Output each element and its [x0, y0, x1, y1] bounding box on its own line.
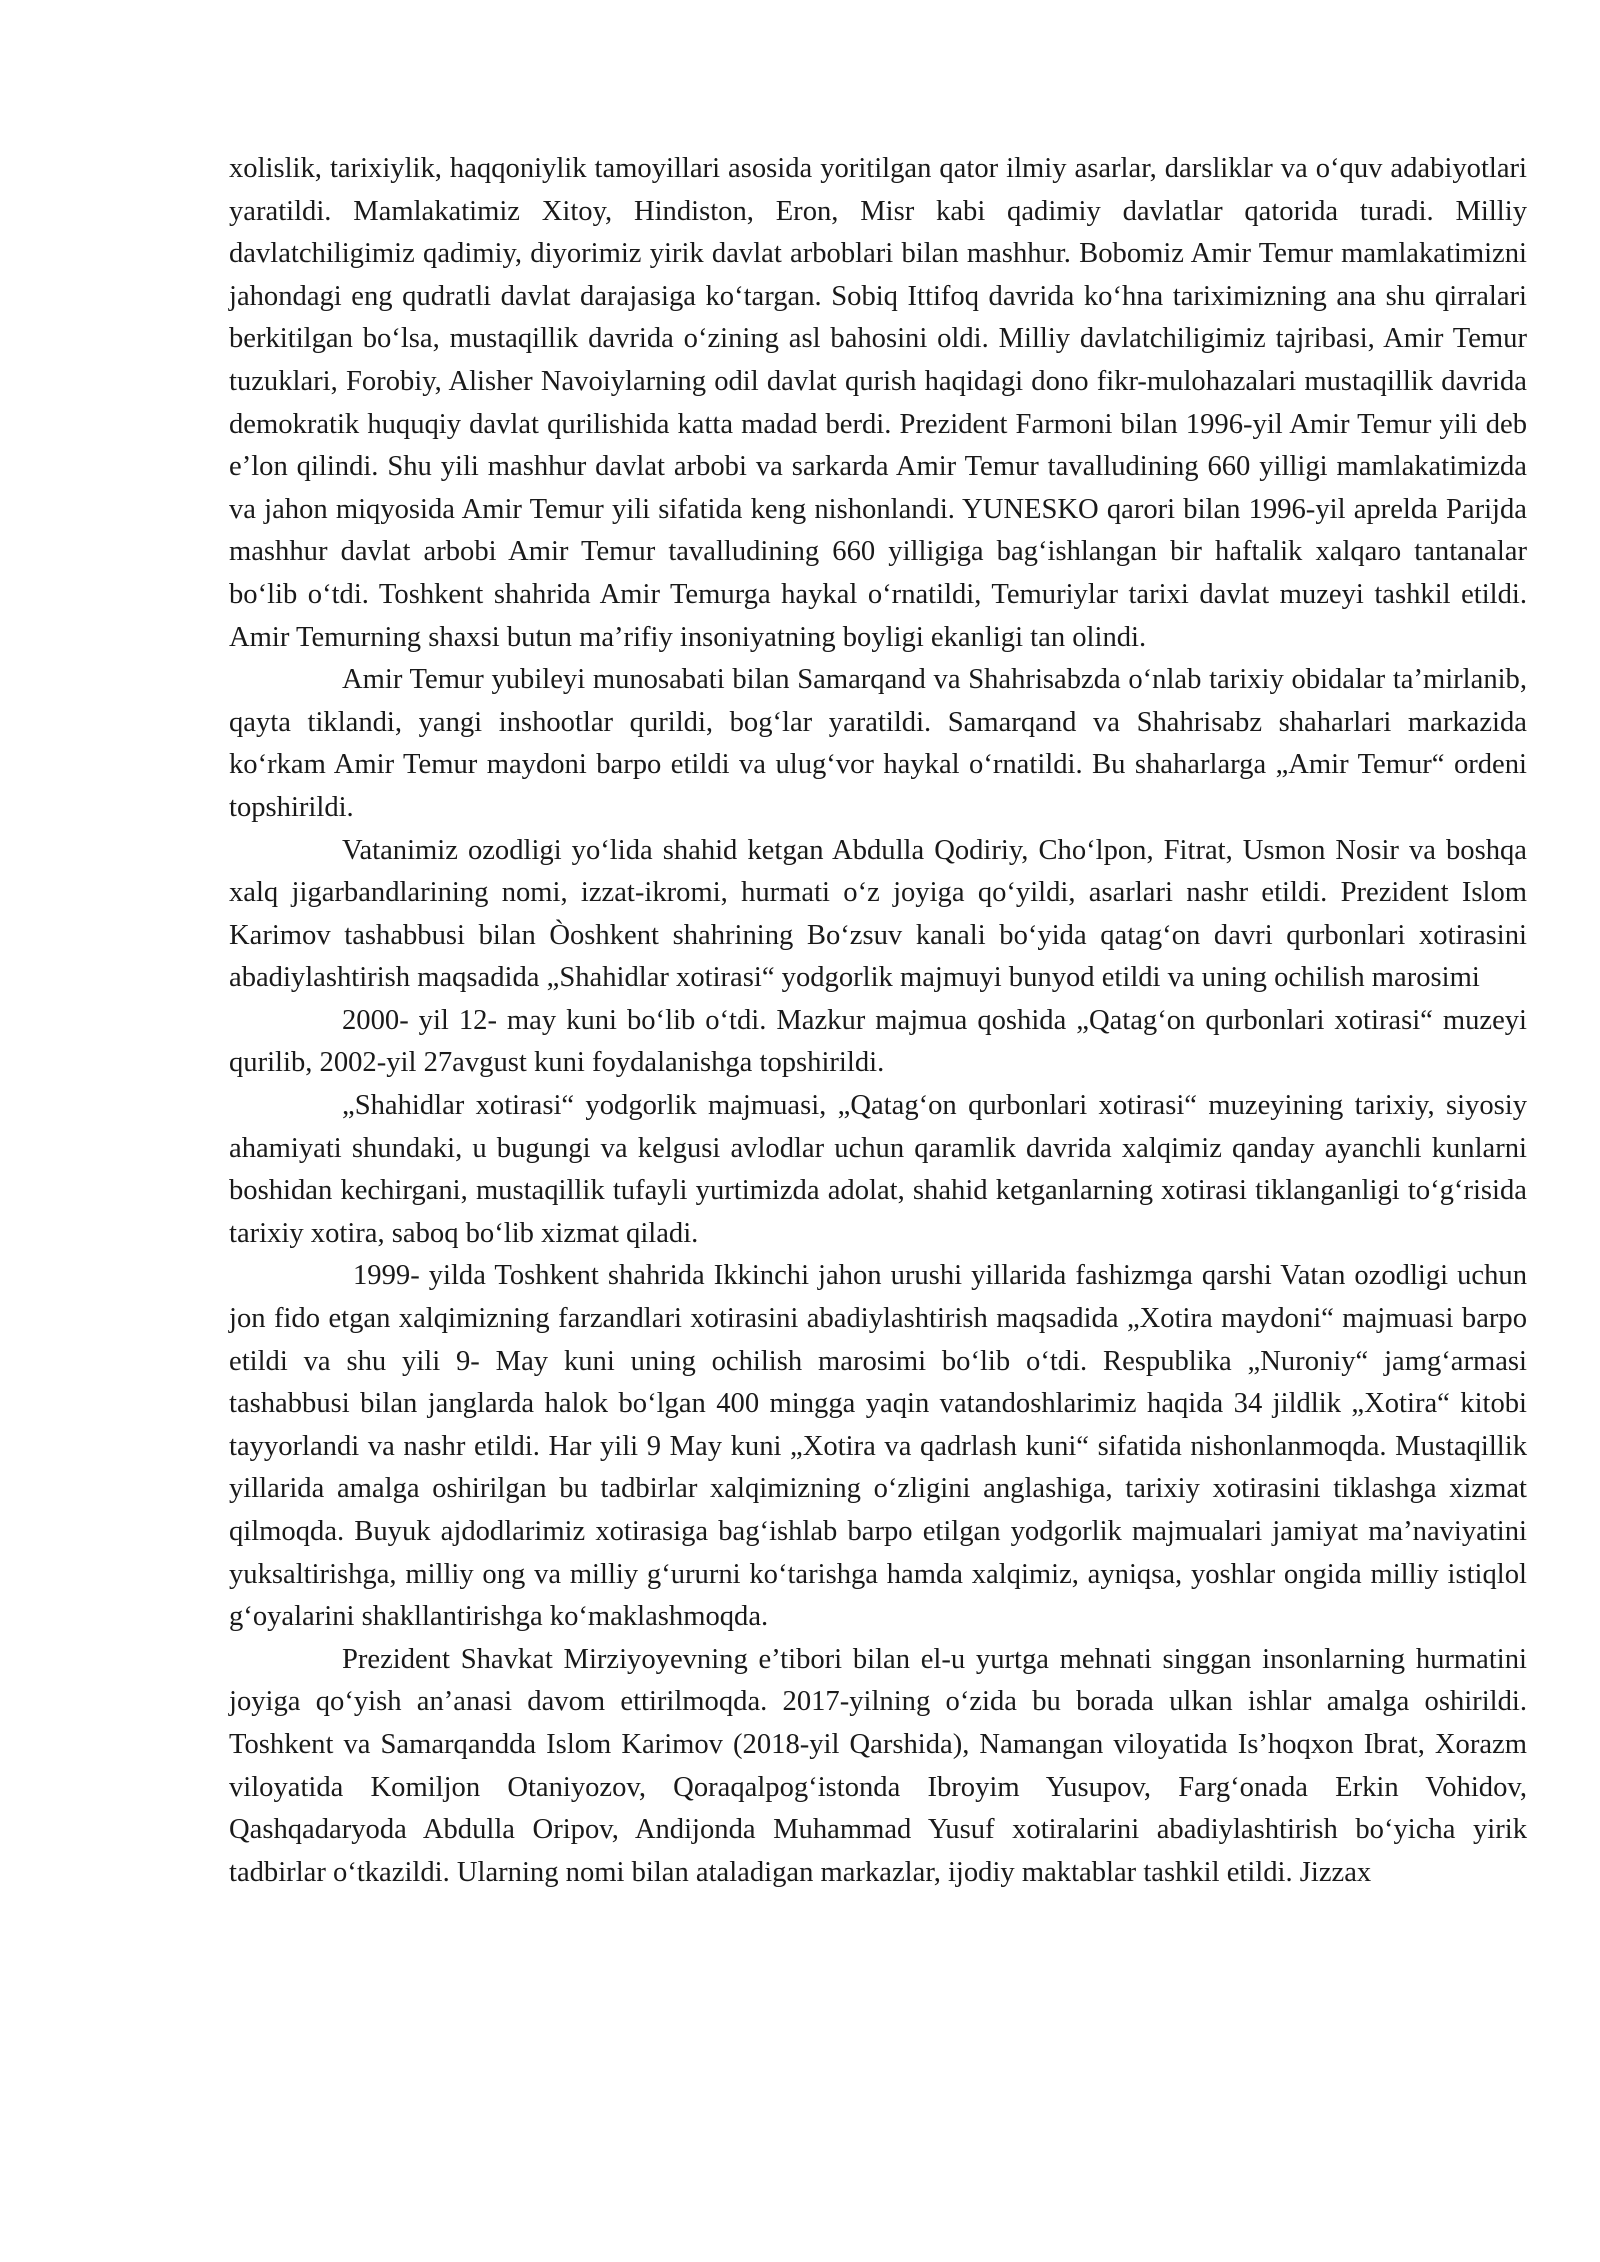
paragraph: 2000- yil 12- may kuni bo‘lib o‘tdi. Mazkur majmua qoshida „Qatag‘on qurbonlari xotirasi“ muzeyi qurilib, 2002-yil 27avgust kuni foydalanishga topshirildi.	[229, 1004, 1527, 1079]
paragraph: xolislik, tarixiylik, haqqoniylik tamoyillari asosida yoritilgan qator ilmiy asarlar, darsliklar va o‘quv adabiyotlari yaratildi. Mamlakatimiz Xitoy, Hindiston, Eron, Misr kabi qadimiy davlatlar qatorida turadi. Milliy davlatchiligimiz qadimiy, diyorimiz yirik davlat arboblari bilan mashhur. Bobomiz Amir Temur mamlakatimizni jahondagi eng qudratli davlat darajasiga ko‘targan. Sobiq Ittifoq davrida ko‘hna tariximizning ana shu qirralari berkitilgan bo‘lsa, mustaqillik davrida o‘zining asl bahosini oldi. Milliy davlatchiligimiz tajribasi, Amir Temur tuzuklari, Forobiy, Alisher Navoiylarning odil davlat qurish haqidagi dono fikr-mulohazalari mustaqillik davrida demokratik huquqiy davlat qurilishida katta madad berdi. Prezident Farmoni bilan 1996-yil Amir Temur yili deb e’lon qilindi. Shu yili mashhur davlat arbobi va sarkarda Amir Temur tavalludining 660 yilligi mamlakatimizda va jahon miqyosida Amir Temur yili sifatida keng nishonlandi. YUNESKO qarori bilan 1996-yil aprelda Parijda mashhur davlat arbobi Amir Temur tavalludining 660 yilligiga bag‘ishlangan bir haftalik xalqaro tantanalar bo‘lib o‘tdi. Toshkent shahrida Amir Temurga haykal o‘rnatildi, Temuriylar tarixi davlat muzeyi tashkil etildi. Amir Temurning shaxsi butun ma’rifiy insoniyatning boyligi ekanligi tan olindi.	[229, 153, 1527, 653]
document-page	[229, 148, 1527, 1894]
paragraph: Prezident Shavkat Mirziyoyevning e’tibori bilan el-u yurtga mehnati singgan insonlarning hurmatini joyiga qo‘yish an’anasi davom ettirilmoqda. 2017-yilning o‘zida bu borada ulkan ishlar amalga oshirildi. Toshkent va Samarqandda Islom Karimov (2018-yil Qarshida), Namangan viloyatida Is’hoqxon Ibrat, Xorazm viloyatida Komiljon Otaniyozov, Qoraqalpog‘istonda Ibroyim Yusupov, Farg‘onada Erkin Vohidov, Qashqadaryoda Abdulla Oripov, Andijonda Muhammad Yusuf xotiralarini abadiylashtirish bo‘yicha yirik tadbirlar o‘tkazildi. Ularning nomi bilan ataladigan markazlar, ijodiy maktablar tashkil etildi. Jizzax	[229, 1643, 1527, 1888]
paragraph: „Shahidlar xotirasi“ yodgorlik majmuasi, „Qatag‘on qurbonlari xotirasi“ muzeyining tarixiy, siyosiy ahamiyati shundaki, u bugungi va kelgusi avlodlar uchun qaramlik davrida xalqimiz qanday ayanchli kunlarni boshidan kechirgani, mustaqillik tufayli yurtimizda adolat, shahid ketganlarning xotirasi tiklanganligi to‘g‘risida tarixiy xotira, saboq bo‘lib xizmat qiladi.	[229, 1090, 1527, 1249]
paragraph: Vatanimiz ozodligi yo‘lida shahid ketgan Abdulla Qodiriy, Cho‘lpon, Fitrat, Usmon Nosir va boshqa xalq jigarbandlarining nomi, izzat-ikromi, hurmati o‘z joyiga qo‘yildi, asarlari nashr etildi. Prezident Islom Karimov tashabbusi bilan Òoshkent shahrining Bo‘zsuv kanali bo‘yida qatag‘on davri qurbonlari xotirasini abadiylashtirish maqsadida „Shahidlar xotirasi“ yodgorlik majmuyi bunyod etildi va uning ochilish marosimi	[229, 834, 1527, 994]
paragraph: Amir Temur yubileyi munosabati bilan Samarqand va Shahrisabzda o‘nlab tarixiy obidalar ta’mirlanib, qayta tiklandi, yangi inshootlar qurildi, bog‘lar yaratildi. Samarqand va Shahrisabz shaharlari markazida ko‘rkam Amir Temur maydoni barpo etildi va ulug‘vor haykal o‘rnatildi. Bu shaharlarga „Amir Temur“ ordeni topshirildi.	[229, 664, 1527, 823]
paragraph: 1999- yilda Toshkent shahrida Ikkinchi jahon urushi yillarida fashizmga qarshi Vatan ozodligi uchun jon fido etgan xalqimizning farzandlari xotirasini abadiylashtirish maqsadida „Xotira maydoni“ majmuasi barpo etildi va shu yili 9- May kuni uning ochilish marosimi bo‘lib o‘tdi. Respublika „Nuroniy“ jamg‘armasi tashabbusi bilan janglarda halok bo‘lgan 400 mingga yaqin vatandoshlarimiz haqida 34 jildlik „Xotira“ kitobi tayyorlandi va nashr etildi. Har yili 9 May kuni „Xotira va qadrlash kuni“ sifatida nishonlanmoqda. Mustaqillik yillarida amalga oshirilgan bu tadbirlar xalqimizning o‘zligini anglashiga, tarixiy xotirasini tiklashga xizmat qilmoqda. Buyuk ajdodlarimiz xotirasiga bag‘ishlab barpo etilgan yodgorlik majmualari jamiyat ma’naviyatini yuksaltirishga, milliy ong va milliy g‘ururni ko‘tarishga hamda xalqimiz, ayniqsa, yoshlar ongida milliy istiqlol g‘oyalarini shakllantirishga ko‘maklashmoqda.	[229, 1260, 1527, 1633]
